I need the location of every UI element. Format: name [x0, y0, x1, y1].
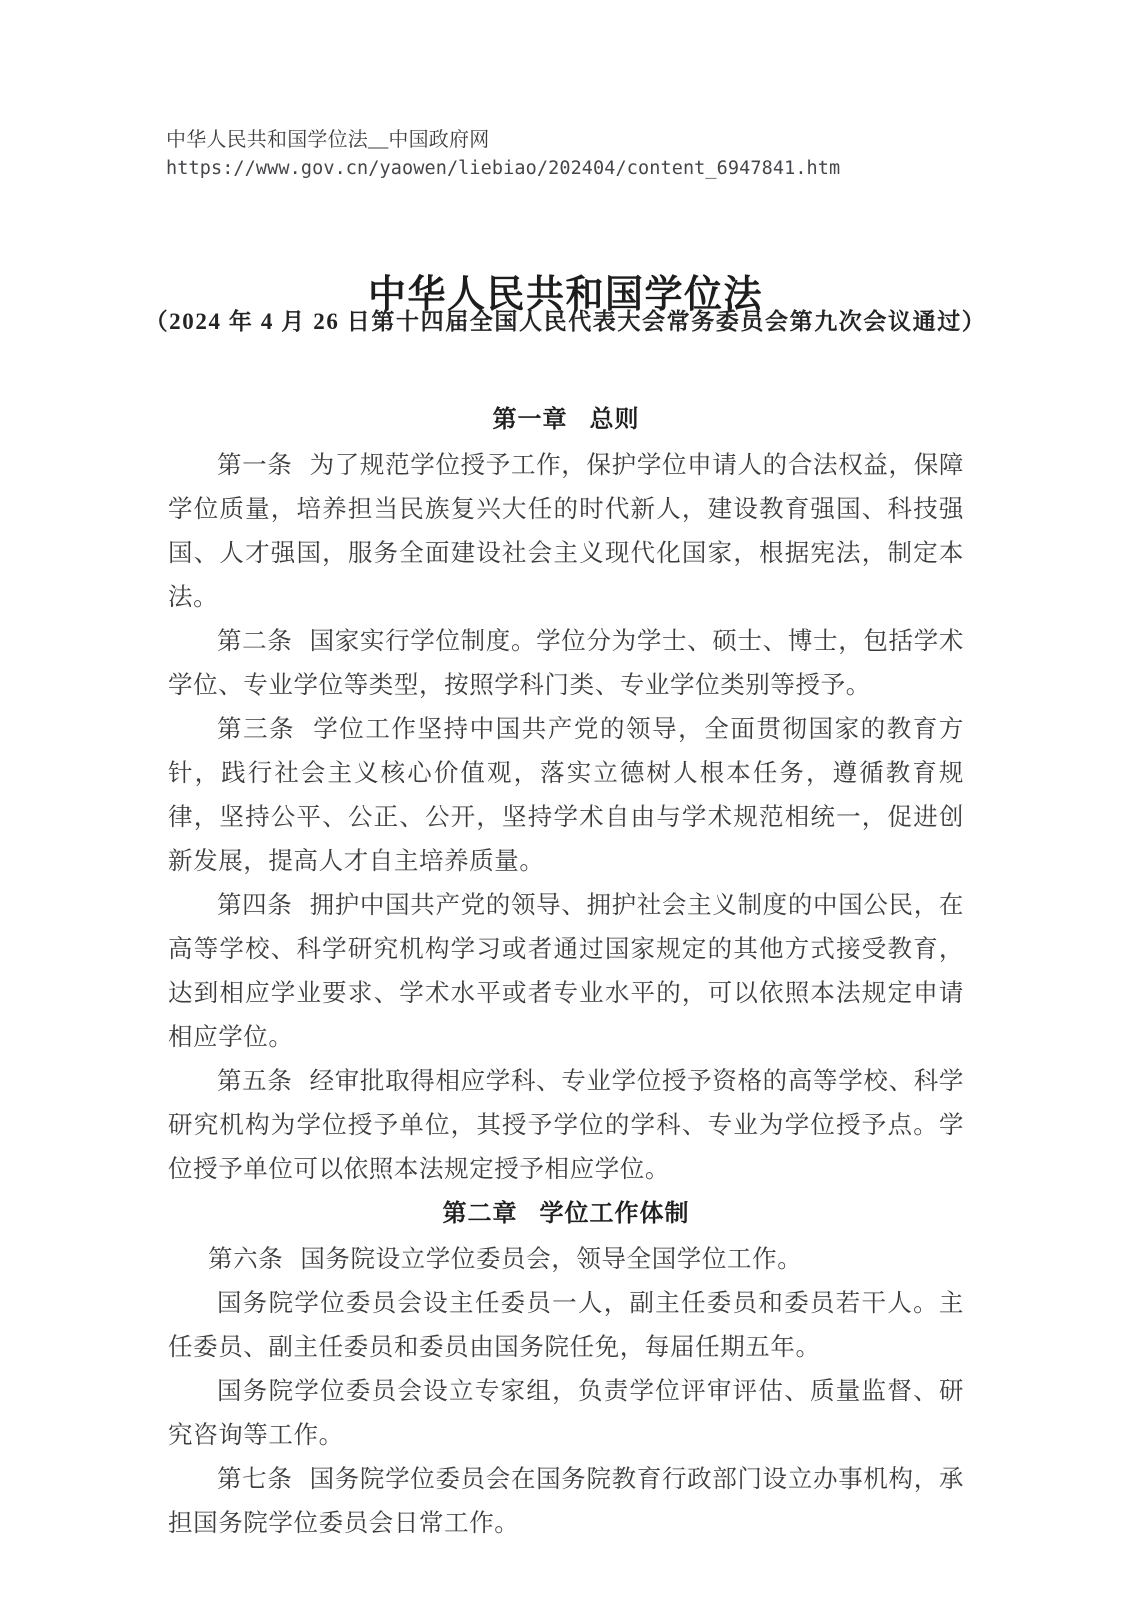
- article-label: 第六条: [208, 1246, 284, 1273]
- article-text: 国务院学位委员会在国务院教育行政部门设立办事机构，承担国务院学位委员会日常工作。: [168, 1466, 964, 1537]
- document-body: [168, 398, 964, 1546]
- article-text: 经审批取得相应学科、专业学位授予资格的高等学校、科学研究机构为学位授予单位，其授予学位的学科、专业为学位授予点。学位授予单位可以依照本法规定授予相应学位。: [168, 1068, 964, 1183]
- page-header: [166, 126, 996, 184]
- document-subtitle: （2024 年 4 月 26 日第十四届全国人民代表大会常务委员会第九次会议通过）: [144, 309, 987, 334]
- article-text: 国务院学位委员会设主任委员一人，副主任委员和委员若干人。主任委员、副主任委员和委员由国务院任免，每届任期五年。: [168, 1290, 964, 1361]
- article-paragraph: [168, 1060, 964, 1192]
- chapter-name: 总则: [589, 407, 640, 433]
- article-paragraph: [168, 708, 964, 884]
- article-paragraph: [168, 1238, 964, 1282]
- article-paragraph: [168, 884, 964, 1060]
- header-source-url: https://www.gov.cn/yaowen/liebiao/202404/content_6947841.htm: [166, 158, 841, 179]
- chapter-number: 第一章: [492, 407, 568, 433]
- article-text: 为了规范学位授予工作，保护学位申请人的合法权益，保障学位质量，培养担当民族复兴大任的时代新人，建设教育强国、科技强国、人才强国，服务全面建设社会主义现代化国家，根据宪法，制定本法。: [168, 452, 964, 611]
- article-label: 第五条: [217, 1068, 293, 1095]
- article-text: 学位工作坚持中国共产党的领导，全面贯彻国家的教育方针，践行社会主义核心价值观，落实立德树人根本任务，遵循教育规律，坚持公平、公正、公开，坚持学术自由与学术规范相统一，促进创新发展，提高人才自主培养质量。: [168, 716, 964, 875]
- article-paragraph: [168, 444, 964, 620]
- document-title: 中华人民共和国学位法: [367, 274, 763, 317]
- article-label: 第三条: [217, 716, 296, 743]
- chapter-name: 学位工作体制: [539, 1201, 690, 1227]
- chapter-number: 第二章: [442, 1201, 518, 1227]
- article-label: 第四条: [217, 892, 293, 919]
- article-label: 第二条: [217, 628, 293, 655]
- article-paragraph: [168, 1370, 964, 1458]
- article-paragraph: [168, 620, 964, 708]
- article-text: 拥护中国共产党的领导、拥护社会主义制度的中国公民，在高等学校、科学研究机构学习或者通过国家规定的其他方式接受教育，达到相应学业要求、学术水平或者专业水平的，可以依照本法规定申请相应学位。: [168, 892, 964, 1051]
- article-text: 国务院设立学位委员会，领导全国学位工作。: [300, 1246, 803, 1273]
- article-label: 第七条: [217, 1466, 293, 1493]
- header-site-title: 中华人民共和国学位法__中国政府网: [166, 129, 490, 151]
- article-paragraph: [168, 1458, 964, 1546]
- chapter-heading-2: [168, 1192, 964, 1236]
- chapter-heading-1: [168, 398, 964, 442]
- article-label: 第一条: [217, 452, 293, 479]
- article-text: 国家实行学位制度。学位分为学士、硕士、博士，包括学术学位、专业学位等类型，按照学科门类、专业学位类别等授予。: [168, 628, 964, 699]
- article-paragraph: [168, 1282, 964, 1370]
- article-text: 国务院学位委员会设立专家组，负责学位评审评估、质量监督、研究咨询等工作。: [168, 1378, 964, 1449]
